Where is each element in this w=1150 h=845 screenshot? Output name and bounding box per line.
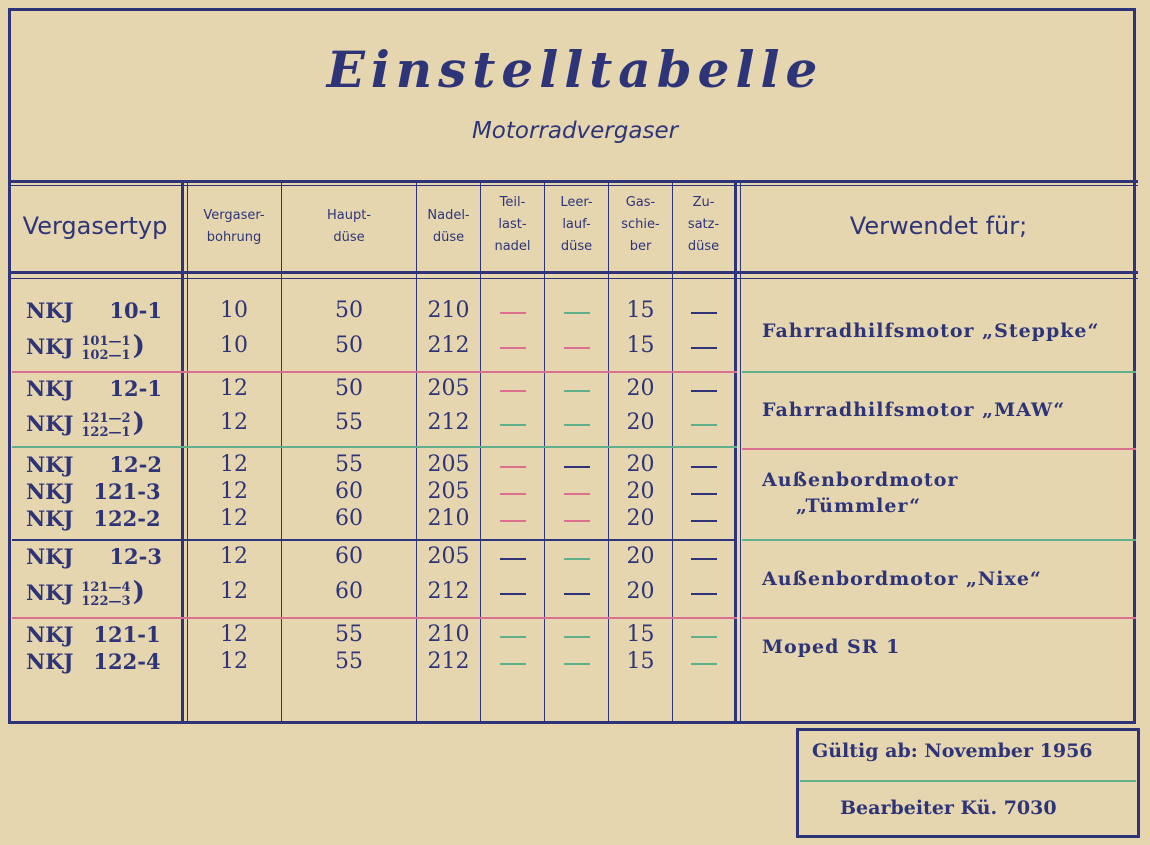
footer-valid-from: Gültig ab: November 1956 — [812, 740, 1093, 762]
row-type-prefix: NKJ — [26, 506, 74, 531]
header-bore-line-1: Vergaser- — [203, 208, 265, 223]
row-throttle-slide: 20 — [626, 544, 655, 569]
brace-glyph: ) — [132, 331, 145, 361]
row-idle-jet-dash — [564, 424, 590, 426]
row-type — [26, 579, 145, 609]
group-separator-1 — [12, 371, 737, 373]
group-separator-2 — [12, 446, 737, 448]
row-type — [26, 506, 161, 532]
row-bore: 12 — [220, 479, 248, 504]
row-needle-jet: 205 — [427, 479, 470, 504]
group-separator-3b — [742, 539, 1136, 541]
row-type-number: 12-3 — [109, 544, 162, 569]
col-rule-zusatz-thin — [740, 182, 741, 722]
col-rule-type — [181, 182, 184, 722]
row-bore: 12 — [220, 410, 248, 435]
row-extra-jet-dash — [691, 347, 717, 349]
row-part-load-needle-dash — [500, 558, 526, 560]
document-subtitle: Motorradvergaser — [471, 118, 679, 144]
row-part-load-needle-dash — [500, 466, 526, 468]
header-idle-jet-line-2: lauf- — [562, 217, 591, 232]
row-needle-jet: 205 — [427, 376, 470, 401]
row-main-jet: 50 — [335, 333, 363, 358]
row-bore: 12 — [220, 452, 248, 477]
row-part-load-needle-dash — [500, 593, 526, 595]
row-bore: 12 — [220, 622, 248, 647]
col-rule-gas — [672, 182, 673, 722]
row-part-load-needle-dash — [500, 663, 526, 665]
row-part-load-needle-dash — [500, 312, 526, 314]
header-bottom-rule-thin — [8, 278, 1138, 279]
row-main-jet: 60 — [335, 544, 363, 569]
row-extra-jet-dash — [691, 390, 717, 392]
row-needle-jet: 205 — [427, 544, 470, 569]
row-needle-jet: 210 — [427, 506, 470, 531]
row-part-load-needle-dash — [500, 493, 526, 495]
row-type-prefix: NKJ — [26, 544, 74, 569]
group-separator-1b — [742, 371, 1136, 373]
row-type-fraction — [81, 335, 130, 363]
header-top-rule — [8, 180, 1138, 183]
row-type — [26, 410, 145, 440]
row-type — [26, 298, 162, 324]
row-type-fraction — [81, 412, 130, 440]
header-main-jet-line-1: Haupt- — [326, 208, 372, 223]
header-bore — [188, 205, 280, 249]
header-main-jet-line-2: düse — [333, 230, 365, 245]
group-separator-2b — [742, 448, 1136, 450]
row-throttle-slide: 15 — [626, 622, 655, 647]
row-bore: 12 — [220, 544, 248, 569]
brace-glyph: ) — [132, 408, 145, 438]
header-extra-jet — [673, 192, 734, 258]
row-bore: 10 — [220, 298, 248, 323]
group-separator-4 — [12, 617, 737, 619]
usage-steppke: Fahrradhilfsmotor „Steppke“ — [762, 320, 1100, 342]
usage-tuemmler-line-2: „Tümmler“ — [796, 495, 922, 517]
header-throttle-slide-line-1: Gas- — [625, 195, 656, 210]
row-type — [26, 622, 161, 648]
header-bottom-rule — [8, 271, 1138, 274]
usage-nixe: Außenbordmotor „Nixe“ — [762, 568, 1042, 590]
header-needle-jet-line-2: düse — [432, 230, 465, 245]
row-main-jet: 60 — [335, 579, 363, 604]
document-title: Einstelltabelle — [326, 40, 824, 99]
row-type-fraction-bottom: 122—3 — [81, 593, 131, 609]
row-extra-jet-dash — [691, 312, 717, 314]
row-type — [26, 544, 162, 570]
row-part-load-needle-dash — [500, 390, 526, 392]
row-main-jet: 55 — [335, 452, 363, 477]
row-extra-jet-dash — [691, 466, 717, 468]
header-extra-jet-line-3: düse — [687, 239, 720, 254]
header-needle-jet-line-1: Nadel- — [427, 208, 470, 223]
row-extra-jet-dash — [691, 663, 717, 665]
header-part-load-needle-line-3: nadel — [494, 239, 531, 254]
row-bore: 12 — [220, 579, 248, 604]
row-throttle-slide: 20 — [626, 479, 655, 504]
header-part-load-needle-line-1: Teil- — [499, 195, 526, 210]
row-idle-jet-dash — [564, 593, 590, 595]
header-main-jet — [282, 205, 416, 249]
row-needle-jet: 210 — [427, 298, 470, 323]
header-top-rule-thin — [8, 185, 1138, 186]
row-type-fraction-bottom: 122—1 — [81, 424, 131, 440]
row-type-number: 121-1 — [93, 622, 161, 647]
row-bore: 12 — [220, 649, 248, 674]
header-idle-jet-line-3: düse — [560, 239, 593, 254]
row-throttle-slide: 20 — [626, 452, 655, 477]
col-rule-zusatz — [734, 182, 737, 722]
header-part-load-needle-line-2: last- — [498, 217, 527, 232]
row-idle-jet-dash — [564, 390, 590, 392]
group-separator-3 — [12, 539, 737, 541]
row-type — [26, 452, 162, 478]
row-extra-jet-dash — [691, 558, 717, 560]
row-idle-jet-dash — [564, 558, 590, 560]
header-extra-jet-line-2: satz- — [687, 217, 720, 232]
row-idle-jet-dash — [564, 520, 590, 522]
row-part-load-needle-dash — [500, 347, 526, 349]
usage-tuemmler-line-1: Außenbordmotor — [762, 469, 959, 491]
row-throttle-slide: 20 — [626, 506, 655, 531]
row-needle-jet: 205 — [427, 452, 470, 477]
row-main-jet: 55 — [335, 649, 363, 674]
row-type-fraction — [81, 581, 130, 609]
row-throttle-slide: 20 — [626, 376, 655, 401]
row-throttle-slide: 15 — [626, 649, 655, 674]
row-extra-jet-dash — [691, 493, 717, 495]
row-type — [26, 333, 145, 363]
footer-editor: Bearbeiter Kü. 7030 — [840, 797, 1057, 819]
col-rule-needle — [480, 182, 481, 722]
usage-moped: Moped SR 1 — [762, 636, 901, 658]
row-extra-jet-dash — [691, 593, 717, 595]
row-bore: 12 — [220, 376, 248, 401]
header-throttle-slide — [609, 192, 672, 258]
row-main-jet: 55 — [335, 622, 363, 647]
row-type-prefix: NKJ — [26, 376, 74, 401]
row-needle-jet: 212 — [427, 333, 470, 358]
row-type-prefix: NKJ — [26, 479, 74, 504]
row-type-fraction-bottom: 102—1 — [81, 347, 131, 363]
header-used-for: Verwendet für; — [849, 212, 1028, 240]
row-part-load-needle-dash — [500, 520, 526, 522]
row-throttle-slide: 20 — [626, 579, 655, 604]
row-type-number: 10-1 — [109, 298, 162, 323]
header-extra-jet-line-1: Zu- — [692, 195, 715, 210]
row-needle-jet: 210 — [427, 622, 470, 647]
row-idle-jet-dash — [564, 493, 590, 495]
header-needle-jet — [417, 205, 480, 249]
row-main-jet: 55 — [335, 410, 363, 435]
row-type-prefix: NKJ — [26, 298, 74, 323]
header-throttle-slide-line-3: ber — [629, 239, 652, 254]
row-idle-jet-dash — [564, 663, 590, 665]
row-type-number: 12-1 — [109, 376, 162, 401]
row-type — [26, 649, 161, 675]
row-type-prefix: NKJ — [26, 649, 74, 674]
row-type-number: 122-2 — [93, 506, 161, 531]
row-main-jet: 60 — [335, 506, 363, 531]
usage-maw: Fahrradhilfsmotor „MAW“ — [762, 399, 1066, 421]
row-needle-jet: 212 — [427, 579, 470, 604]
row-type-number: 12-2 — [109, 452, 162, 477]
row-idle-jet-dash — [564, 312, 590, 314]
row-type-prefix: NKJ — [26, 411, 74, 436]
row-type — [26, 479, 161, 505]
row-idle-jet-dash — [564, 466, 590, 468]
row-extra-jet-dash — [691, 520, 717, 522]
row-needle-jet: 212 — [427, 649, 470, 674]
row-main-jet: 50 — [335, 376, 363, 401]
row-type-number: 121-3 — [93, 479, 161, 504]
header-type: Vergasertyp — [22, 212, 168, 240]
header-idle-jet — [545, 192, 608, 258]
row-type-prefix: NKJ — [26, 452, 74, 477]
header-idle-jet-line-1: Leer- — [560, 195, 593, 210]
brace-glyph: ) — [132, 577, 145, 607]
row-type-fraction-top: 101—1 — [81, 333, 131, 349]
row-main-jet: 50 — [335, 298, 363, 323]
row-type-number: 122-4 — [93, 649, 161, 674]
col-rule-teil — [544, 182, 545, 722]
row-bore: 12 — [220, 506, 248, 531]
row-throttle-slide: 20 — [626, 410, 655, 435]
footer-divider — [800, 780, 1136, 782]
row-extra-jet-dash — [691, 636, 717, 638]
row-idle-jet-dash — [564, 636, 590, 638]
row-part-load-needle-dash — [500, 636, 526, 638]
row-extra-jet-dash — [691, 424, 717, 426]
row-needle-jet: 212 — [427, 410, 470, 435]
header-part-load-needle — [481, 192, 544, 258]
row-type — [26, 376, 162, 402]
row-main-jet: 60 — [335, 479, 363, 504]
row-idle-jet-dash — [564, 347, 590, 349]
row-type-prefix: NKJ — [26, 622, 74, 647]
row-type-prefix: NKJ — [26, 334, 74, 359]
header-throttle-slide-line-2: schie- — [621, 217, 660, 232]
row-part-load-needle-dash — [500, 424, 526, 426]
row-throttle-slide: 15 — [626, 333, 655, 358]
row-type-prefix: NKJ — [26, 580, 74, 605]
row-throttle-slide: 15 — [626, 298, 655, 323]
row-bore: 10 — [220, 333, 248, 358]
header-bore-line-2: bohrung — [206, 230, 262, 245]
row-type-fraction-top: 121—4 — [81, 579, 131, 595]
row-type-fraction-top: 121—2 — [81, 410, 131, 426]
group-separator-4b — [742, 617, 1136, 619]
